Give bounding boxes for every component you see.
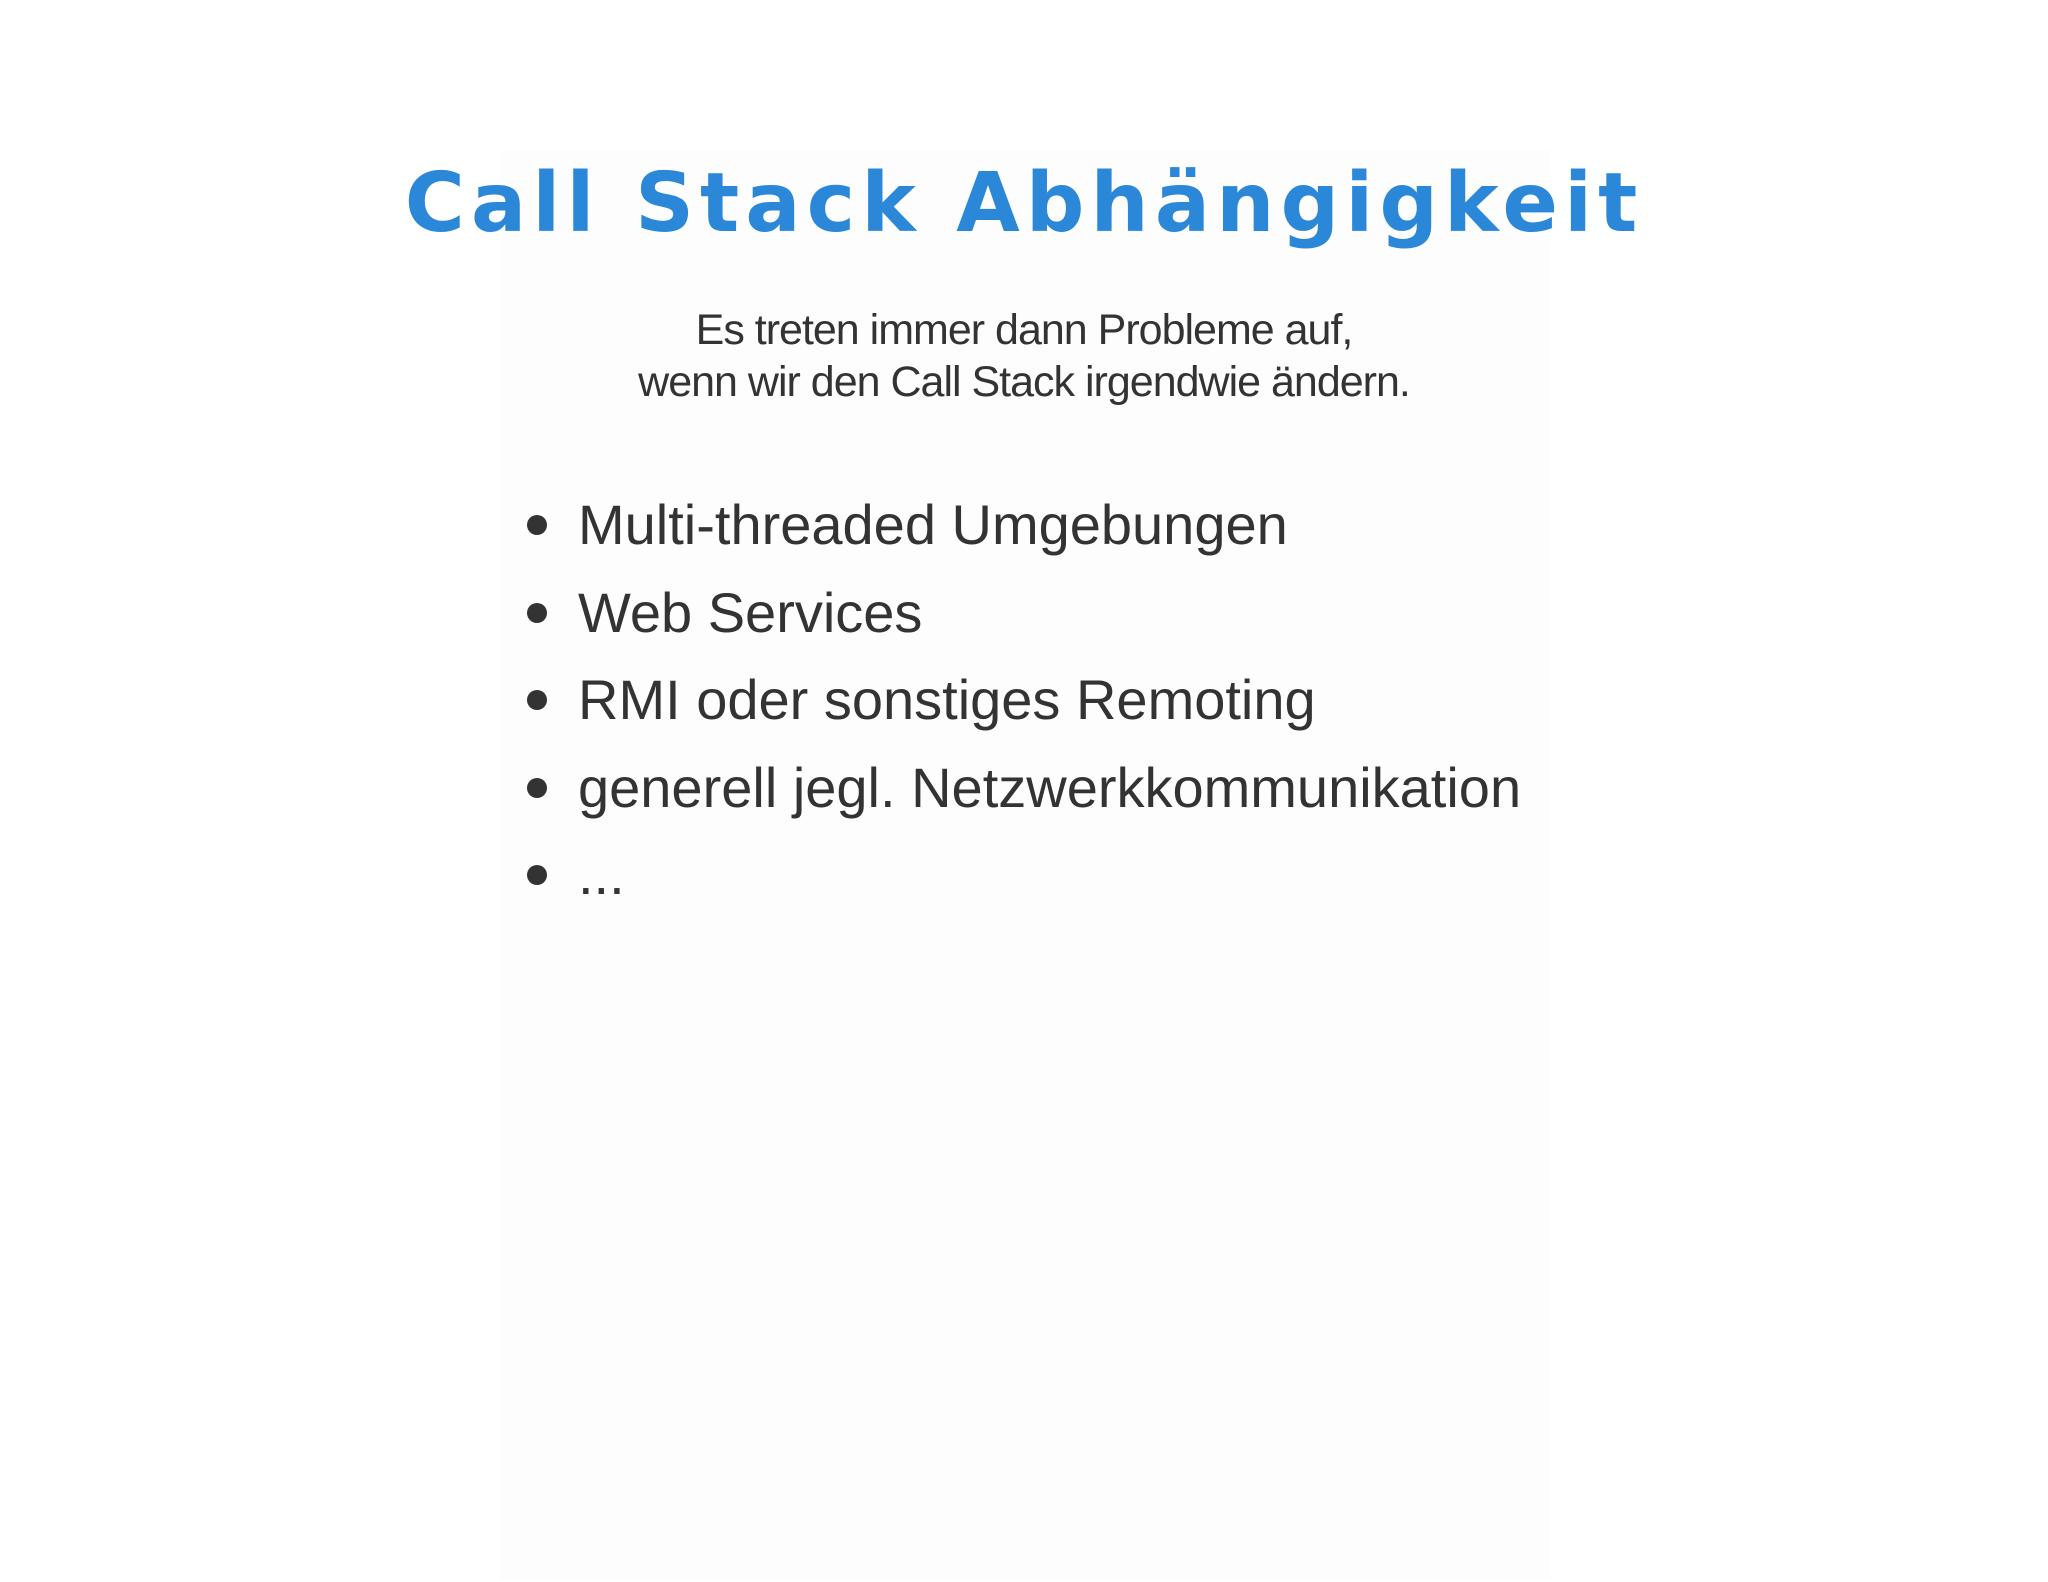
- bullet-dot-icon: [527, 865, 547, 885]
- slide-title: Call Stack Abhängigkeit: [404, 156, 1644, 251]
- bullet-dot-icon: [527, 603, 547, 623]
- bullet-text: ...: [578, 843, 625, 906]
- bullet-text: Multi-threaded Umgebungen: [578, 493, 1288, 556]
- subtitle-line-1: Es treten immer dann Probleme auf,: [695, 306, 1353, 354]
- bullet-text: Web Services: [578, 580, 923, 644]
- bullet-dot-icon: [527, 778, 547, 798]
- bullet-dot-icon: [527, 690, 547, 710]
- slide-subtitle: [0, 304, 2048, 408]
- bullet-dot-icon: [527, 515, 547, 535]
- bullet-text: generell jegl. Netzwerkkommunikation: [578, 755, 1522, 819]
- bullet-text: RMI oder sonstiges Remoting: [578, 668, 1316, 731]
- subtitle-line-2: wenn wir den Call Stack irgendwie ändern.: [638, 358, 1410, 406]
